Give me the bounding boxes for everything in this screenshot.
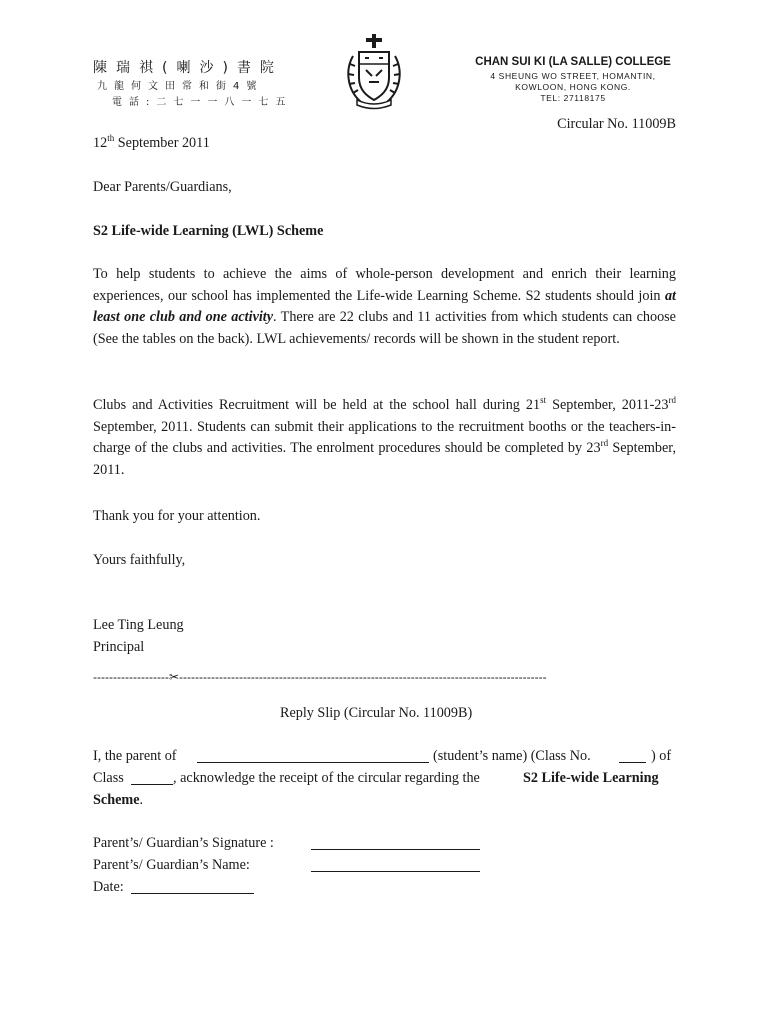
school-chinese-address: 九龍何文田常和街4號 — [97, 81, 264, 92]
signature-field[interactable] — [311, 849, 480, 850]
signer-title: Principal — [93, 639, 145, 655]
school-english-name: CHAN SUI KI (LA SALLE) COLLEGE — [475, 56, 671, 68]
subject-heading: S2 Life-wide Learning (LWL) Scheme — [93, 223, 324, 239]
reply-line-1-text-a: I, the parent of — [93, 748, 177, 764]
scissors-icon: ✂ — [168, 670, 179, 684]
date-field[interactable] — [131, 893, 254, 894]
school-english-address-2: KOWLOON, HONG KONG. — [515, 82, 631, 92]
reply-slip-title: Reply Slip (Circular No. 11009B) — [280, 705, 473, 721]
school-english-phone: TEL: 27118175 — [540, 93, 606, 103]
reply-line-2-text-a: Class — [93, 770, 124, 786]
school-chinese-name: 陳瑞祺(喇沙)書院 — [93, 60, 283, 76]
body-paragraph-1: To help students to achieve the aims of whole-person development and enrich their learning experiences, our school has implemented the Life-wide Learning Scheme. S2 students should join at least one club and one activity. There are 22 clubs and 11 activities from which students can choose (See the tables on the back). LWL achievements/ records will be shown in the student report. — [93, 266, 676, 347]
reply-line-2-text-b: , acknowledge the receipt of the circular regarding the — [173, 770, 480, 786]
class-number-field[interactable] — [619, 762, 646, 763]
student-name-field[interactable] — [197, 762, 429, 763]
guardian-name-label: Parent’s/ Guardian’s Name: — [93, 857, 250, 873]
reply-line-2-scheme: S2 Life-wide Learning — [523, 770, 659, 786]
thanks-line: Thank you for your attention. — [93, 508, 261, 524]
school-english-address-1: 4 SHEUNG WO STREET, HOMANTIN, — [490, 71, 656, 81]
reply-line-3: Scheme. — [93, 792, 144, 808]
salutation: Dear Parents/Guardians, — [93, 179, 232, 195]
guardian-name-field[interactable] — [311, 871, 480, 872]
closing-line: Yours faithfully, — [93, 552, 186, 568]
body-paragraph-2: Clubs and Activities Recruitment will be held at the school hall during 21st September, 2011-23rd September, 2011. Students can submit their applications to the recruitment booths or the teachers-in-charge of the clubs and activities. The enrolment procedures should be completed by 23rd September, 2011. — [93, 395, 676, 478]
reply-line-1-text-c: ) of — [651, 748, 672, 764]
signature-label: Parent’s/ Guardian’s Signature : — [93, 835, 274, 851]
class-field[interactable] — [131, 784, 173, 785]
school-chinese-phone: 電話:二七一一八一七五 — [112, 97, 293, 108]
signer-name: Lee Ting Leung — [93, 617, 184, 633]
circular-number: Circular No. 11009B — [557, 116, 676, 132]
date-label: Date: — [93, 879, 124, 895]
school-crest-icon — [339, 32, 409, 112]
letter-date: 12th September 2011 — [93, 133, 210, 151]
reply-line-1-text-b: (student’s name) (Class No. — [433, 748, 591, 764]
cut-line: -------------------✂-------------------------------------------------------------------------------------------- — [93, 670, 547, 684]
